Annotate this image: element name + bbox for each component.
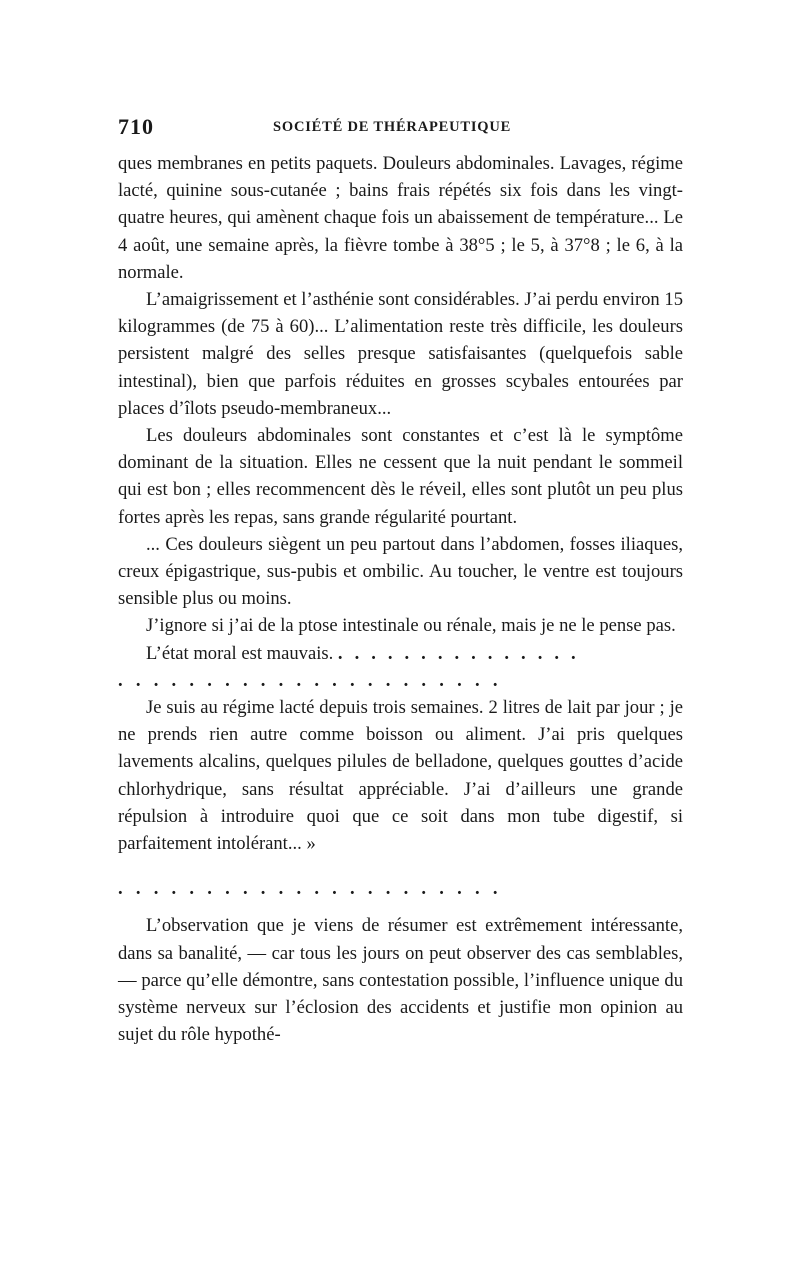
ellipsis-inline: ............... bbox=[337, 642, 588, 664]
paragraph-6 bbox=[118, 640, 683, 667]
paragraph-7: Je suis au régime lacté depuis trois semaines. 2 litres de lait par jour ; je ne prends rien autre comme boisson ou aliment. J’ai pris quelques lavements alcalins, quelques pilules de belladone, quelques gouttes d’acide chlorhydrique, sans résultat appréciable. J’ai d’ailleurs une grande répulsion à introduire quoi que ce soit dans mon tube digestif, si parfaitement intolérant... » bbox=[118, 697, 683, 855]
body-text bbox=[118, 150, 683, 1048]
running-title: SOCIÉTÉ DE THÉRAPEUTIQUE bbox=[273, 119, 512, 135]
paragraph-3: Les douleurs abdominales sont constantes et c’est là le symptôme dominant de la situation. Elles ne cessent que la nuit pendant le sommeil qui est bon ; elles recommencent dès le réveil, elles sont plutôt un peu plus fortes après les repas, sans grande régularité pourtant. bbox=[118, 425, 683, 528]
ellipsis-row: ...................... bbox=[118, 669, 511, 691]
paragraph-1: ques membranes en petits paquets. Douleurs abdominales. Lavages, régime lacté, quinine sous-cutanée ; bains frais répétés six fois dans les vingt-quatre heures, qui amènent chaque fois un abaissement de température... Le 4 août, une semaine après, la fièvre tombe à 38°5 ; le 5, à 37°8 ; le 6, à la normale. bbox=[118, 153, 683, 283]
paragraph-4: ... Ces douleurs siègent un peu partout dans l’abdomen, fosses iliaques, creux épigastrique, sus-pubis et ombilic. Au toucher, le ventre est toujours sensible plus ou moins. bbox=[118, 533, 683, 610]
paragraph-8: L’observation que je viens de résumer est extrêmement intéressante, dans sa banalité, — car tous les jours on peut observer des cas semblables, — parce qu’elle démontre, sans contestation possible, l’influence unique du système nerveux sur l’éclosion des accidents et justifie mon opinion au sujet du rôle hypothé- bbox=[118, 915, 683, 1046]
ellipsis-row: ...................... bbox=[118, 878, 511, 900]
page-header bbox=[118, 114, 683, 144]
page-number: 710 bbox=[118, 114, 154, 139]
paragraph-6-text: L’état moral est mauvais. bbox=[146, 642, 334, 664]
paragraph-5: J’ignore si j’ai de la ptose intestinale ou rénale, mais je ne le pense pas. bbox=[146, 615, 676, 637]
paragraph-2: L’amaigrissement et l’asthénie sont considérables. J’ai perdu environ 15 kilogrammes (de 75 à 60)... L’alimentation reste très difficile, les douleurs persistent malgré des selles presque satisfaisantes (quelquefois sable intestinal), bien que parfois réduites en grosses scybales entourées par places d’îlots pseudo-membraneux... bbox=[118, 289, 683, 419]
